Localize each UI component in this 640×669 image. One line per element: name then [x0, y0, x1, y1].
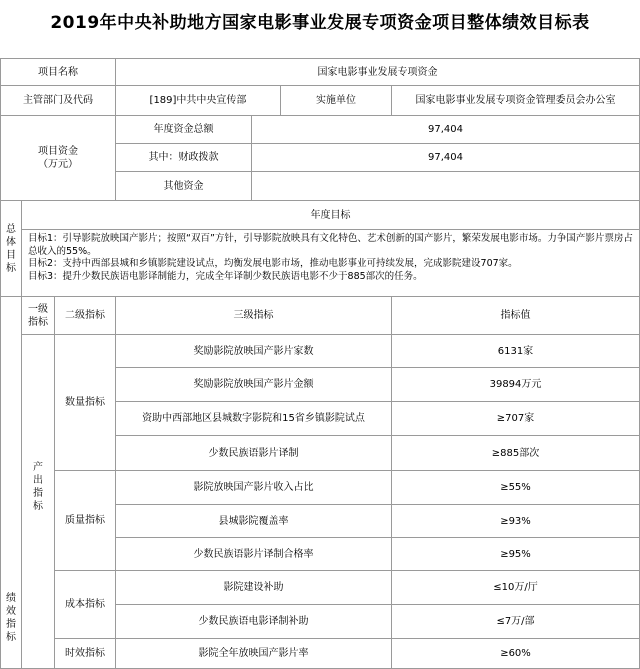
indicator-cell: 少数民族语影片译制合格率: [115, 537, 392, 571]
level1-header-line2: 指标: [28, 316, 48, 328]
overall-goals-label: [0, 200, 22, 297]
funds-label-line1: 项目资金: [38, 146, 78, 157]
level1-header: [21, 296, 55, 335]
perf-char-3: 指: [6, 618, 16, 630]
output-char-2: 出: [33, 474, 43, 486]
indicator-cell: 影院建设补助: [115, 570, 392, 605]
level1-header-line1: 一级: [28, 303, 48, 315]
value-cell: ≥707家: [391, 401, 640, 436]
indicator-cell: 影院全年放映国产影片率: [115, 638, 392, 669]
page-title: 2019年中央补助地方国家电影事业发展专项资金项目整体绩效目标表: [50, 12, 590, 33]
funds-label-line2: （万元）: [38, 159, 78, 170]
indicator-cell: 奖励影院放映国产影片金额: [115, 367, 392, 402]
funds-other-value: [251, 171, 640, 201]
group-quality: 质量指标: [54, 470, 116, 571]
impl-value: 国家电影事业发展专项资金管理委员会办公室: [391, 85, 640, 116]
dept-value: [189]中共中央宣传部: [115, 85, 281, 116]
indicator-cell: 影院放映国产影片收入占比: [115, 470, 392, 505]
goals-text: [21, 229, 640, 297]
value-header: 指标值: [391, 296, 640, 335]
overall-char-2: 体: [6, 236, 16, 248]
value-cell: 39894万元: [391, 367, 640, 402]
goal-2: 目标2：支持中西部县城和乡镇影院建设试点，均衡发展电影市场，推动电影事业可持续发展，完成影院建设707家。: [28, 258, 518, 269]
indicator-cell: 资助中西部地区县城数字影院和15省乡镇影院试点: [115, 401, 392, 436]
funds-fiscal-value: 97,404: [251, 143, 640, 172]
value-cell: ≥885部次: [391, 435, 640, 471]
goal-3: 目标3：提升少数民族语电影译制能力，完成全年译制少数民族语电影不少于885部次的任务。: [28, 270, 423, 282]
value-cell: ≥93%: [391, 504, 640, 538]
annual-goal-header: 年度目标: [21, 200, 640, 230]
output-indicator-label: [21, 334, 55, 669]
overall-char-3: 目: [6, 249, 16, 261]
impl-label: 实施单位: [280, 85, 392, 116]
funds-total-value: 97,404: [251, 115, 640, 144]
project-name-value: 国家电影事业发展专项资金: [115, 58, 640, 86]
indicator-cell: 少数民族语影片译制: [115, 435, 392, 471]
group-timeliness: 时效指标: [54, 638, 116, 669]
value-cell: ≤10万/厅: [391, 570, 640, 605]
funds-fiscal-label: 其中：财政拨款: [115, 143, 252, 172]
value-cell: ≥55%: [391, 470, 640, 505]
output-char-1: 产: [33, 461, 43, 473]
funds-label: [0, 115, 116, 201]
value-cell: ≥60%: [391, 638, 640, 669]
indicator-cell: 县城影院覆盖率: [115, 504, 392, 538]
overall-char-1: 总: [6, 223, 16, 235]
dept-label: 主管部门及代码: [0, 85, 116, 116]
perf-char-2: 效: [6, 605, 16, 617]
group-cost: 成本指标: [54, 570, 116, 639]
perf-char-4: 标: [6, 631, 16, 643]
funds-total-label: 年度资金总额: [115, 115, 252, 144]
goal-1: 目标1：引导影院放映国产影片；按照“双百”方针，引导影院放映具有文化特色、艺术创新的国产影片，繁荣发展电影市场。力争国产影片票房占总收入的55%。: [28, 233, 633, 257]
value-cell: 6131家: [391, 334, 640, 368]
output-char-3: 指: [33, 487, 43, 499]
value-cell: ≥95%: [391, 537, 640, 571]
group-quantity: 数量指标: [54, 334, 116, 471]
project-name-label: 项目名称: [0, 58, 116, 86]
performance-label: [0, 296, 22, 669]
value-cell: ≤7万/部: [391, 604, 640, 639]
overall-char-4: 标: [6, 262, 16, 274]
level3-header: 三级指标: [115, 296, 392, 335]
output-char-4: 标: [33, 500, 43, 512]
indicator-cell: 少数民族语电影译制补助: [115, 604, 392, 639]
level2-header: 二级指标: [54, 296, 116, 335]
indicator-cell: 奖励影院放映国产影片家数: [115, 334, 392, 368]
perf-char-1: 绩: [6, 592, 16, 604]
funds-other-label: 其他资金: [115, 171, 252, 201]
